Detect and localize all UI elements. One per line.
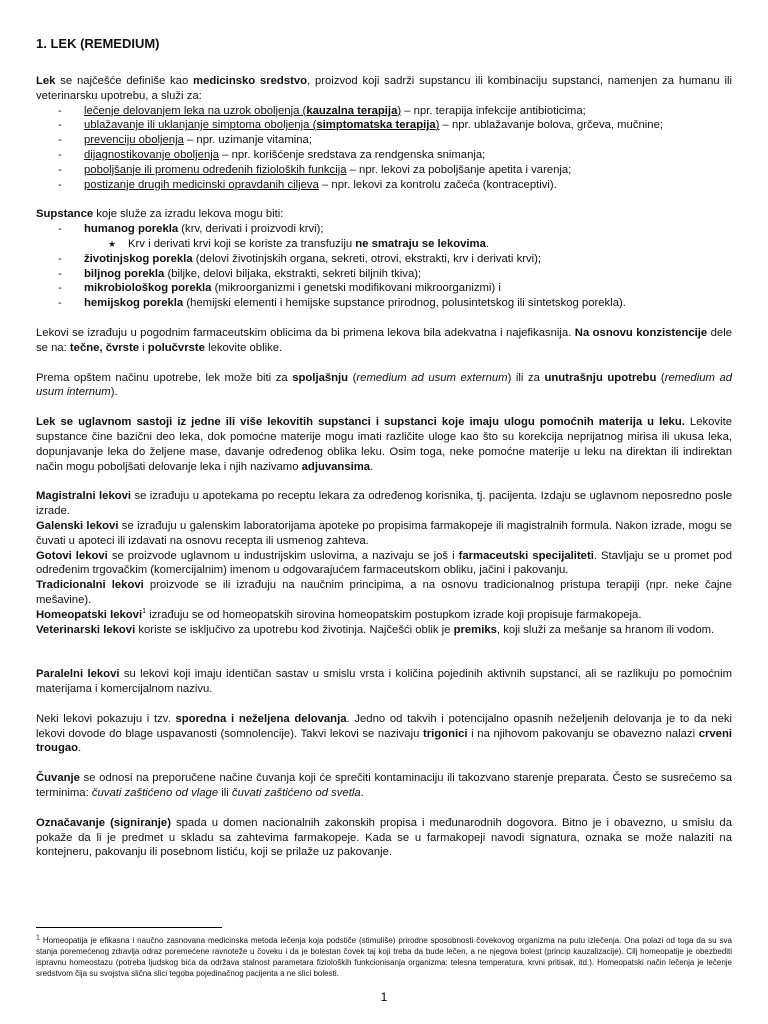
homeopatski-paragraph: Homeopatski lekovi$^1$ izrađuju se od homeopatskih sirovina homeopatskim postupkom izrade koji propisuje farmakopeja.	[36, 607, 642, 621]
magistralni-paragraph: Magistralni lekovi se izrađuju u apotekama po receptu lekara za određenog korisnika, tj. pacijenta. Izdaju se uglavnom neposredno posle izrade.	[36, 490, 732, 518]
intro-paragraph: Lek se najčešće definiše kao medicinsko sredstvo, proizvod koji sadrži supstancu ili kombinaciju supstanci, namenjen za humanu ili veterinarsku upotrebu, a služi za:	[36, 75, 732, 102]
nezeljena-paragraph: Neki lekovi pokazuju i tzv. sporedna i neželjena delovanja. Jedno od takvih i potencijalno opasnih neželjenih delovanja je to da neki lekovi dovode do blage uspavanosti (somnolencije). Takvi lekovi se nazivaju trigonici i na njihovom pakovanju se obavezno nalazi crveni trougao.	[36, 712, 733, 755]
list-item: - lečenje delovanjem leka na uzrok oboljenja (kauzalna terapija) – npr. terapija infekcije antibioticima;	[36, 104, 732, 119]
tradicionalni-paragraph: Tradicionalni lekovi proizvode se ili izrađuju na naučnim principima, a na osnovu tradicionalnog pristupa terapiji (npr. neke čajne mešavine).	[36, 579, 732, 606]
gotovi-paragraph: Gotovi lekovi se proizvode uglavnom u industrijskim uslovima, a nazivaju se još i farmaceutski specijaliteti. Stavljaju se u promet pod određenim trgovačkim (komercijalnim) imenom u odgovarajućem farmaceutskom obliku, jačini i pakovanju.	[36, 549, 732, 577]
page-title: 1. LEK (REMEDIUM)	[36, 36, 160, 51]
veterinarski-paragraph: Veterinarski lekovi koriste se isključivo za upotrebu kod životinja. Najčešći oblik je premiks, koji služi za mešanje sa hranom ili vodom.	[36, 623, 715, 636]
footnote-separator	[36, 927, 222, 928]
list-item: - poboljšanje ili promenu određenih fizioloških funkcija – npr. lekovi za poboljšanje apetita i varenja;	[36, 163, 732, 178]
supstance-sublist	[36, 237, 732, 252]
oznacavanje-paragraph: Označavanje (signiranje) spada u domen nacionalnih zakonskih propisa i međunarodnih dogovora. Bitno je i obavezno, u smislu da pokaže da li je predmet u skladu sa zahtevima farmakopeje. Kada se u farmakopeji navodi signatura, oznaka se može nalaziti na kontejneru, pakovanju ili posebnom listiću, koji se prilaže uz pakovanje.	[36, 816, 732, 859]
paralelni-paragraph: Paralelni lekovi su lekovi koji imaju identičan sastav u smislu vrsta i količina pojedinih aktivnih supstanci, ali se razlikuju po pomoćnim materijama i komercijalnom nazivu.	[36, 668, 732, 696]
list-item: - biljnog porekla (biljke, delovi biljaka, ekstrakti, sekreti biljnih tkiva);	[36, 267, 732, 282]
list-item: - životinjskog porekla (delovi životinjskih organa, sekreti, otrovi, ekstrakti, krv i derivati krvi);	[36, 252, 732, 267]
list-item: - prevenciju oboljenja – npr. uzimanje vitamina;	[36, 133, 732, 148]
supstance-heading: Supstance koje služe za izradu lekova mogu biti:	[36, 208, 284, 221]
page-number: 1	[380, 990, 388, 1004]
galenski-paragraph: Galenski lekovi se izrađuju u galenskim laboratorijama apoteke po propisima farmakopeje ili magistralnih formula. Nakon izrade, mogu se čuvati u apoteci ili izdavati na osnovu recepta ili usmenog zahteva.	[36, 519, 732, 547]
list-item: - ublažavanje ili uklanjanje simptoma oboljenja (simptomatska terapija) – npr. ublažavanje bolova, grčeva, mučnine;	[36, 118, 732, 133]
footnote-ref[interactable]: 1	[142, 607, 147, 615]
sastav-paragraph: Lek se uglavnom sastoji iz jedne ili više lekovitih supstanci i supstanci koje imaju ulogu pomoćnih materija u leku. Lekovite supstance čine bazični deo leka, dok pomoćne materije mogu imati različite uloge kao što su korekcija neprijatnog mirisa ili ukusa leka, dopunjavanje leka do željene mase, davanje određenog oblika leku. Osim toga, neke pomoćne materije u leku na direktan ili indirektan način mogu poboljšati delovanje leka i njih nazivamo adjuvansima.	[36, 416, 732, 473]
upotreba-paragraph: Prema opštem načinu upotrebe, lek može biti za spoljašnju (remedium ad usum externum) ili za unutrašnju upotrebu (remedium ad usum internum).	[36, 371, 733, 399]
list-item: - postizanje drugih medicinski opravdanih ciljeva – npr. lekovi za kontrolu začeća (kontraceptivi).	[36, 178, 732, 193]
footnote: $^1$ Homeopatija je efikasna i naučno zasnovana medicinska metoda lečenja koja podstiče (stimuliše) prirodne sposobnosti čovekovog organizma na putu izlečenja. Ona polazi od toga da su sva stanja poremećenog zdravlja odraz poremećene ravnoteže u čoveku i da je bolestan čovek taj koji treba da bude lečen, a ne njegova bolest (princip kauzalizacije). Cilj homeopatije je obezbediti ispravnu homeostazu (potreba ljudskog bića da održava stalnost parametara fizioloških funkcionisanja organizma: telesna temperatura, krvni pritisak, itd.). Homeopatski način lečenja je lečenje sredstvom čija su svojstva slična slici tegoba pojedinačnog pacijenta a ne slici bolesti.	[36, 934, 732, 978]
list-item: ★ Krv i derivati krvi koji se koriste za transfuziju ne smatraju se lekovima.	[36, 237, 732, 252]
document-page	[36, 28, 732, 860]
list-item: - humanog porekla (krv, derivati i proizvodi krvi);	[36, 222, 732, 237]
list-item: - hemijskog porekla (hemijski elementi i hemijske supstance prirodnog, polusintetskog ili sintetskog porekla).	[36, 296, 732, 311]
oblici-paragraph: Lekovi se izrađuju u pogodnim farmaceutskim oblicima da bi primena lekova bila adekvatna i najefikasnija. Na osnovu konzistencije dele se na: tečne, čvrste i polučvrste lekovite oblike.	[36, 326, 732, 354]
supstance-list	[36, 222, 732, 237]
list-item: - dijagnostikovanje oboljenja – npr. korišćenje sredstava za rendgenska snimanja;	[36, 148, 732, 163]
list-item: - mikrobiološkog porekla (mikroorganizmi i genetski modifikovani mikroorganizmi) i	[36, 281, 732, 296]
cuvanje-paragraph: Čuvanje se odnosi na preporučene načine čuvanja koji će sprečiti kontaminaciju ili takozvano starenje preparata. Često se susrećemo sa terminima: čuvati zaštićeno od vlage ili čuvati zaštićeno od svetla.	[36, 772, 732, 800]
uses-list	[36, 104, 732, 193]
supstance-list-rest	[36, 252, 732, 311]
